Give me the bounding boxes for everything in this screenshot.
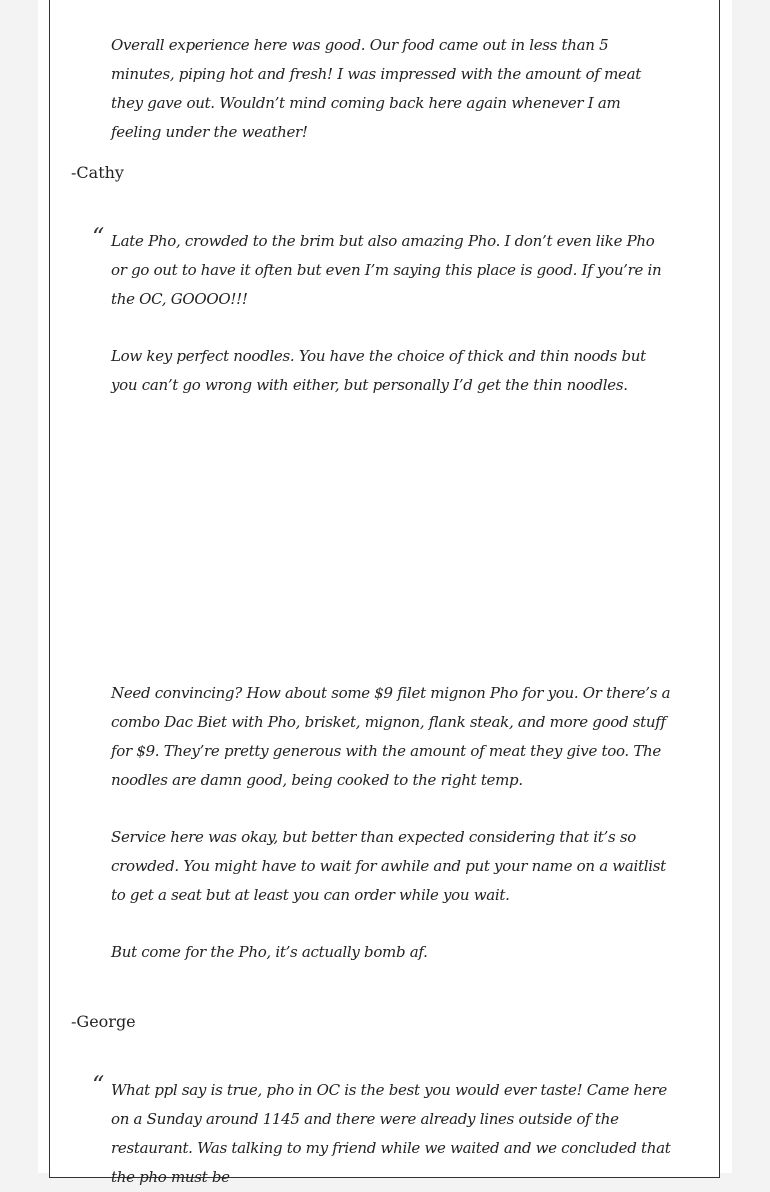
review-cathy-part2 <box>111 679 671 967</box>
review-george <box>111 1076 671 1192</box>
review-paragraph: Low key perfect noodles. You have the choice of thick and thin noods but you can’t go wrong with either, but personally I’d get the thin noodles. <box>111 347 646 394</box>
quote-mark-icon: “ <box>92 1071 105 1099</box>
review-paragraph: What ppl say is true, pho in OC is the best you would ever taste! Came here on a Sunday around 1145 and there were already lines outside of the restaurant. Was talking to my friend while we waited and we concluded that the pho must be <box>111 1081 671 1186</box>
review-paragraph: Service here was okay, but better than expected considering that it’s so crowded. You might have to wait for awhile and put your name on a waitlist to get a seat but at least you can order while you wait. <box>111 828 666 904</box>
author-cathy: -Cathy <box>71 163 124 182</box>
review-cathy-part1 <box>111 227 671 400</box>
review-intro <box>111 31 671 147</box>
review-paragraph: Late Pho, crowded to the brim but also amazing Pho. I don’t even like Pho or go out to have it often but even I’m saying this place is good. If you’re in the OC, GOOOO!!! <box>111 232 662 308</box>
quote-mark-icon: “ <box>92 223 105 251</box>
review-paragraph: Need convincing? How about some $9 filet mignon Pho for you. Or there’s a combo Dac Biet with Pho, brisket, mignon, flank steak, and more good stuff for $9. They’re pretty generous with the amount of meat they give too. The noodles are damn good, being cooked to the right temp. <box>111 684 671 789</box>
author-george: -George <box>71 1012 136 1031</box>
review-paragraph: But come for the Pho, it’s actually bomb af. <box>111 943 428 961</box>
review-paragraph: Overall experience here was good. Our food came out in less than 5 minutes, piping hot and fresh! I was impressed with the amount of meat they gave out. Wouldn’t mind coming back here again whenever I am feeling under the weather! <box>111 36 641 141</box>
document-page <box>49 0 720 1186</box>
